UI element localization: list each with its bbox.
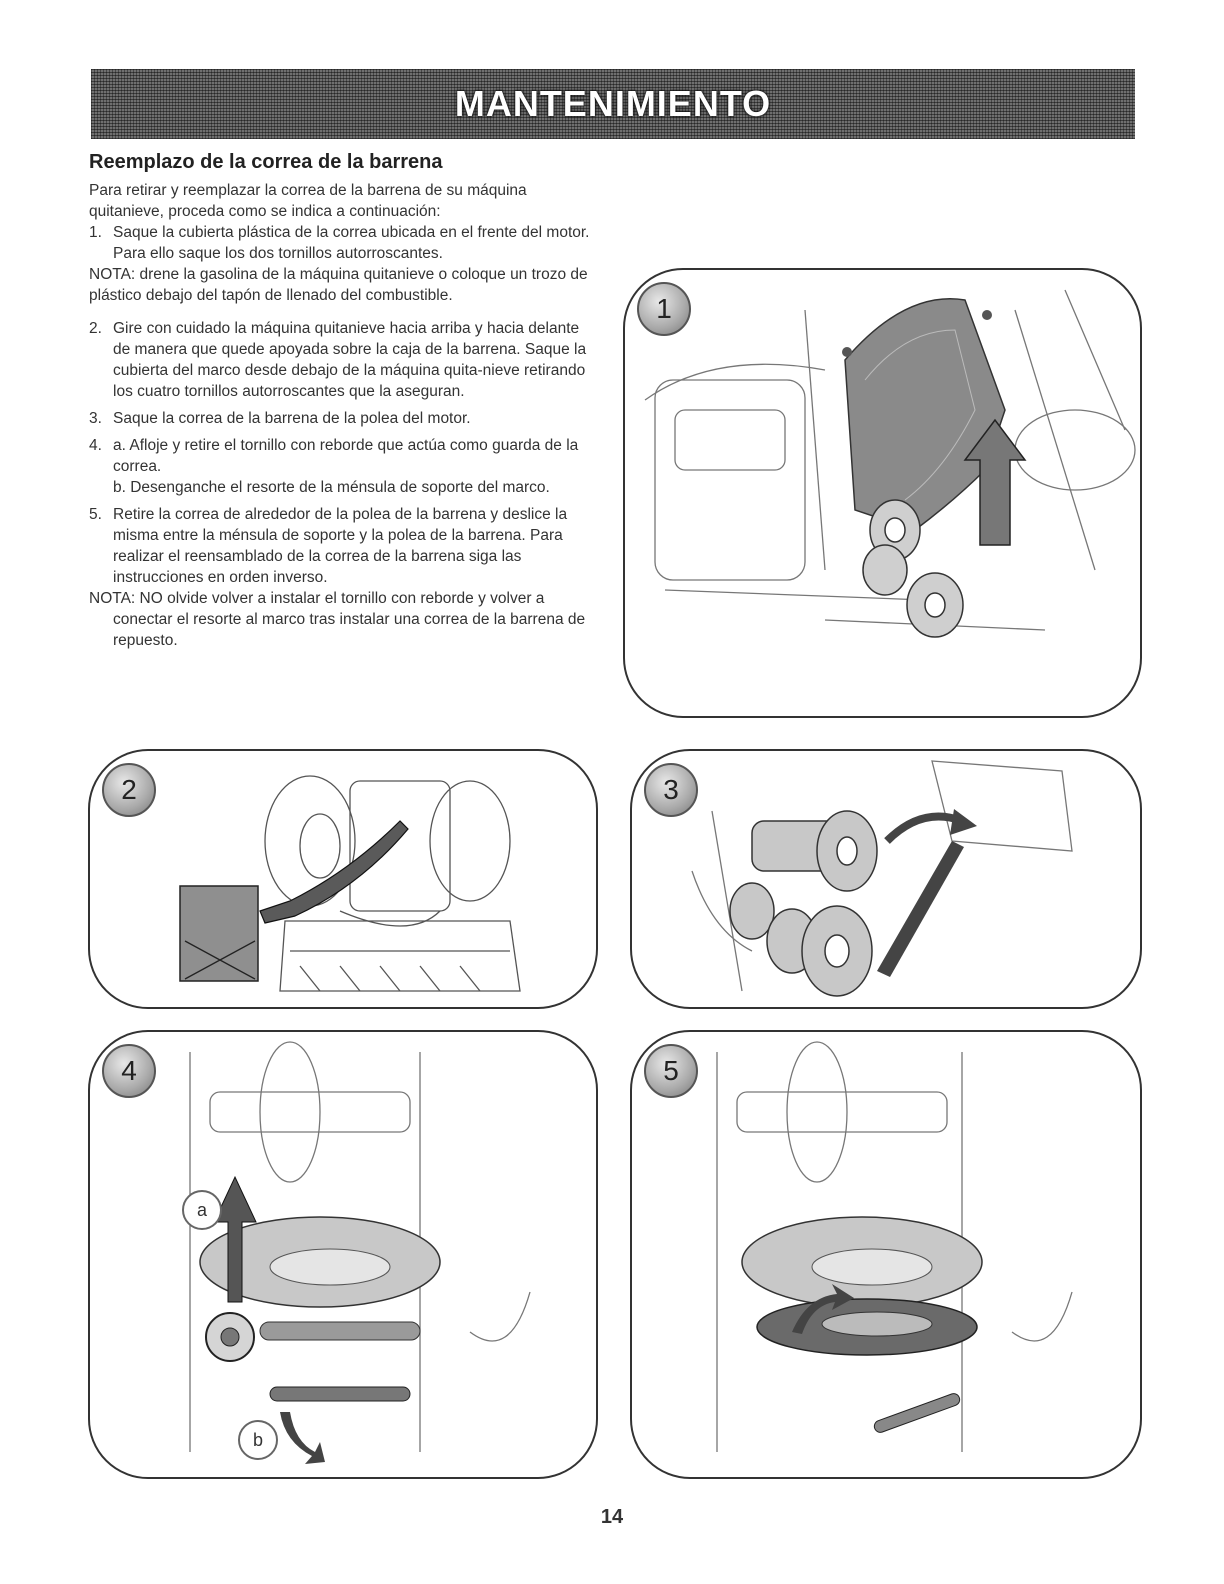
figure-5-badge: 5 [644, 1044, 698, 1098]
step-3 [89, 408, 599, 429]
step-number: 5. [89, 506, 102, 523]
intro-paragraph: Para retirar y reemplazar la correa de la barrena de su máquina quitanieve, proceda como se indica a continuación: [89, 182, 527, 220]
figure-2-illustration [90, 751, 596, 1007]
figure-5-illustration [632, 1032, 1140, 1477]
callout-a: a [182, 1190, 222, 1230]
step-2 [89, 318, 599, 402]
figure-1-panel [623, 268, 1142, 718]
figure-3-badge: 3 [644, 763, 698, 817]
callout-b: b [238, 1420, 278, 1460]
step-1 [89, 222, 599, 264]
note-reinstall [89, 588, 599, 651]
figure-4-panel [88, 1030, 598, 1479]
step-text: Gire con cuidado la máquina quitanieve hacia arriba y hacia delante de manera que quede apoyada sobre la caja de la barrena. Saque la cubierta del marco desde debajo de la máquina quita-nieve retirando los cuatro tornillos autorroscantes que la aseguran. [113, 320, 587, 400]
figure-5-panel [630, 1030, 1142, 1479]
figure-3-illustration [632, 751, 1140, 1007]
step-text: a. Afloje y retire el tornillo con reborde que actúa como guarda de la correa. [113, 437, 579, 475]
figure-1-badge: 1 [637, 282, 691, 336]
step-number: 4. [89, 437, 102, 454]
note-fuel: NOTA: drene la gasolina de la máquina quitanieve o coloque un trozo de plástico debajo del tapón de llenado del combustible. [89, 266, 588, 304]
note-reinstall-rest: conectar el resorte al marco tras instalar una correa de la barrena de repuesto. [113, 611, 586, 649]
figure-1-illustration [625, 270, 1140, 716]
step-number: 2. [89, 320, 102, 337]
step-number: 1. [89, 224, 102, 241]
section-title: Reemplazo de la correa de la barrena [89, 151, 443, 173]
page-header-title: MANTENIMIENTO [454, 83, 772, 124]
header-band [91, 69, 1135, 139]
step-5 [89, 504, 599, 588]
step-number: 3. [89, 410, 102, 427]
step-text: Saque la correa de la barrena de la polea del motor. [113, 410, 471, 427]
step-text: Saque la cubierta plástica de la correa ubicada en el frente del motor. Para ello saque los dos tornillos autorroscantes. [113, 224, 590, 262]
figure-4-illustration [90, 1032, 596, 1477]
instructions-text [89, 180, 599, 651]
page-number: 14 [600, 1506, 624, 1528]
step-text: Retire la correa de alrededor de la polea de la barrena y deslice la misma entre la ménsula de soporte y la polea de la barrena. Para realizar el reensamblado de la correa de la barrena siga las instrucciones en orden inverso. [113, 506, 568, 586]
figure-2-badge: 2 [102, 763, 156, 817]
figure-2-panel [88, 749, 598, 1009]
note-reinstall-first: NOTA: NO olvide volver a instalar el tornillo con reborde y volver a [89, 590, 545, 607]
figure-3-panel [630, 749, 1142, 1009]
step-4 [89, 435, 599, 477]
figure-4-badge: 4 [102, 1044, 156, 1098]
step-4-sub: b. Desenganche el resorte de la ménsula de soporte del marco. [113, 479, 550, 496]
